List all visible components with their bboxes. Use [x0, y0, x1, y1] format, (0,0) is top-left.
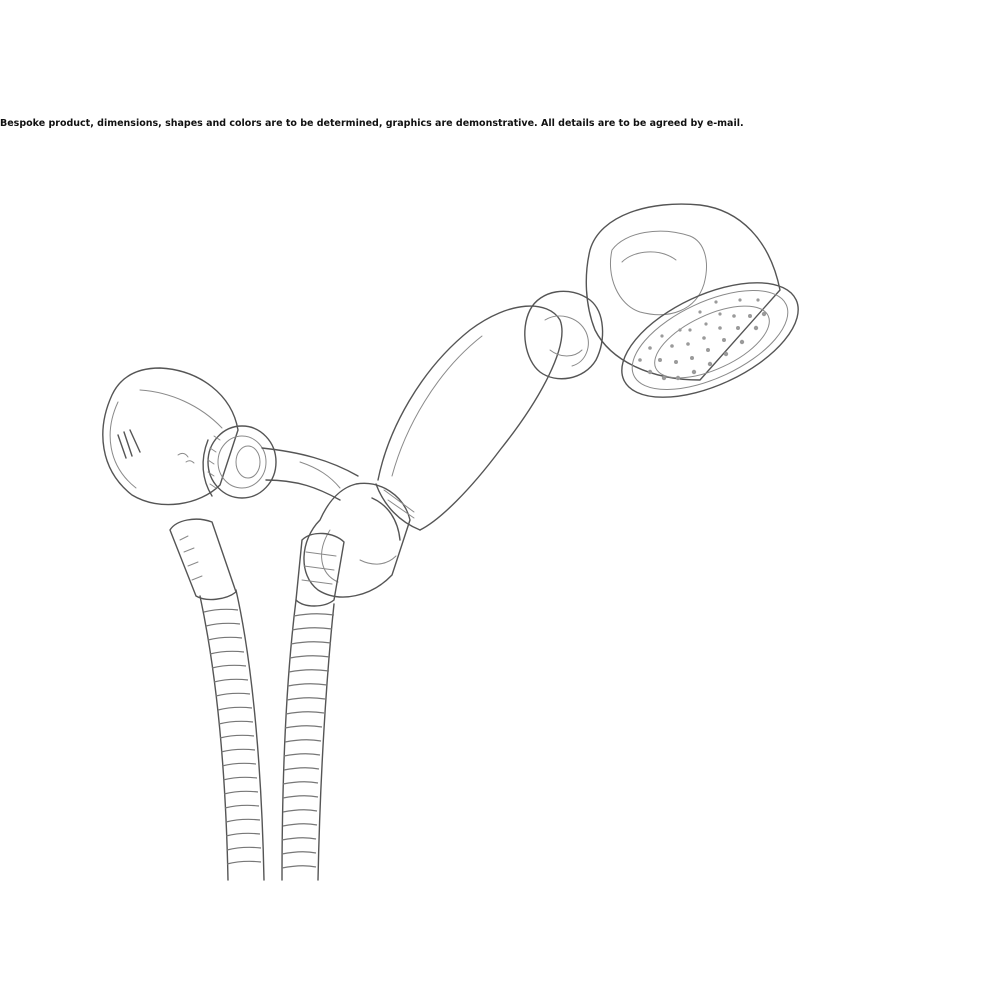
holder-arm: [262, 448, 358, 500]
hose-left: [200, 590, 264, 880]
shower-head: [586, 204, 815, 421]
disclaimer-text: Bespoke product, dimensions, shapes and colors are to be determined, graphics are demonstrative. All details are to be agreed by e-mail.: [0, 118, 744, 129]
holder-bracket: [304, 483, 410, 597]
wall-elbow: [203, 426, 276, 498]
nozzle-dots: [638, 298, 766, 380]
hose-connectors: [170, 519, 344, 606]
hose-right: [282, 600, 334, 880]
shower-handle: [376, 306, 562, 530]
shower-neck: [525, 291, 603, 378]
